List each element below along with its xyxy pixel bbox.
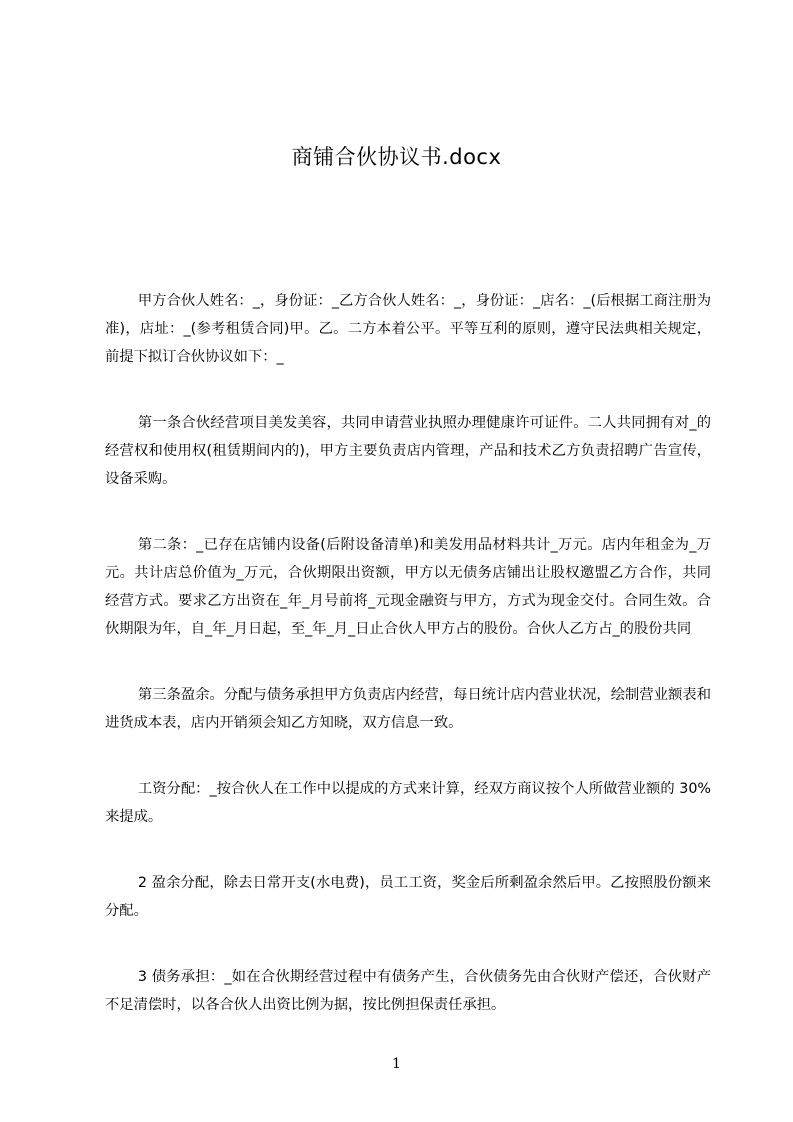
paragraph-parties: 甲方合伙人姓名：_，身份证：_乙方合伙人姓名：_，身份证：_店名：_(后根据工商注册为准)，店址：_(参考租赁合同)甲。乙。二方本着公平。平等互利的原则，遵守民法典相关规定，前提下拟订合伙协议如下：_ bbox=[105, 293, 711, 365]
paragraph-article-3: 第三条盈余。分配与债务承担甲方负责店内经营，每日统计店内营业状况，绘制营业额表和进货成本表，店内开销须会知乙方知晓，双方信息一致。 bbox=[105, 687, 711, 731]
document-body bbox=[105, 287, 711, 1057]
paragraph-wage-distribution: 工资分配：_按合伙人在工作中以提成的方式来计算，经双方商议按个人所做营业额的 30%来提成。 bbox=[105, 781, 711, 825]
page-number: 1 bbox=[392, 1056, 401, 1072]
paragraph-article-2: 第二条：_已存在店铺内设备(后附设备清单)和美发用品材料共计_万元。店内年租金为_万元。共计店总价值为_万元，合伙期限出资额，甲方以无债务店铺出让股权邀盟乙方合作，共同经营方式。要求乙方出资在_年_月号前将_元现金融资与甲方，方式为现金交付。合同生效。合伙期限为年，自_年_月日起，至_年_月_日止合伙人甲方占的股份。合伙人乙方占_的股份共同 bbox=[105, 537, 711, 637]
document-title: 商铺合伙协议书.docx bbox=[291, 145, 502, 169]
paragraph-debt-liability: 3 债务承担：_如在合伙期经营过程中有债务产生，合伙债务先由合伙财产偿还，合伙财产不足清偿时，以各合伙人出资比例为据，按比例担保责任承担。 bbox=[105, 969, 711, 1013]
paragraph-surplus-distribution: 2 盈余分配，除去日常开支(水电费)，员工工资，奖金后所剩盈余然后甲。乙按照股份额来分配。 bbox=[105, 875, 711, 919]
paragraph-article-1: 第一条合伙经营项目美发美容，共同申请营业执照办理健康许可证件。二人共同拥有对_的经营权和使用权(租赁期间内的)，甲方主要负责店内管理，产品和技术乙方负责招聘广告宣传，设备采购。 bbox=[105, 415, 711, 487]
